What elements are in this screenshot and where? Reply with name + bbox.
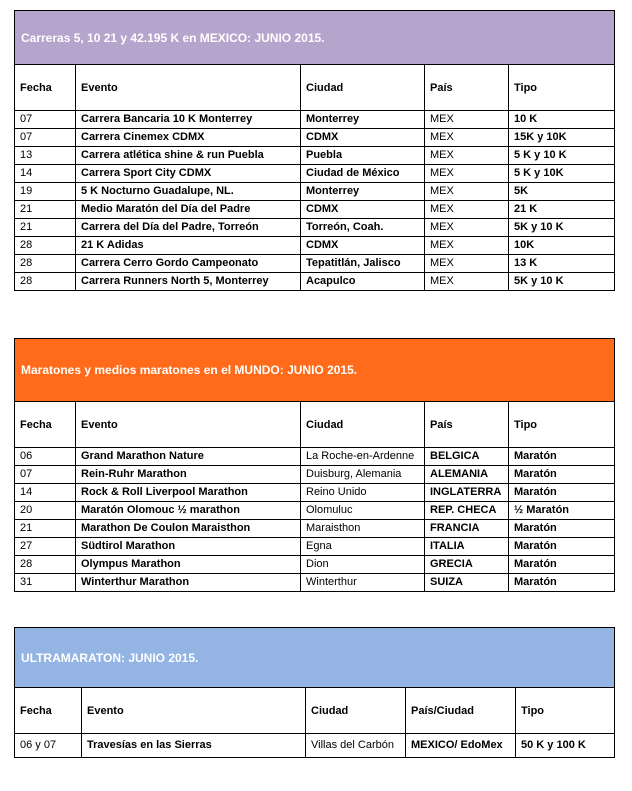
cell-tipo: Maratón [509,538,615,556]
cell-ciudad: La Roche-en-Ardenne [301,448,425,466]
cell-evento: Olympus Marathon [76,556,301,574]
cell-fecha: 27 [15,538,76,556]
table-row [15,147,615,165]
cell-tipo: 10K [509,237,615,255]
cell-ciudad: Tepatitlán, Jalisco [301,255,425,273]
cell-evento: Grand Marathon Nature [76,448,301,466]
cell-pais: MEXICO/ EdoMex [406,734,516,758]
table-row [15,448,615,466]
cell-pais: SUIZA [425,574,509,592]
table-header-row [15,65,615,111]
cell-evento: Medio Maratón del Día del Padre [76,201,301,219]
cell-pais: MEX [425,201,509,219]
cell-tipo: 5K [509,183,615,201]
cell-tipo: 13 K [509,255,615,273]
cell-evento: 5 K Nocturno Guadalupe, NL. [76,183,301,201]
cell-ciudad: Monterrey [301,111,425,129]
table-row [15,734,615,758]
cell-evento: Carrera atlética shine & run Puebla [76,147,301,165]
cell-pais: MEX [425,237,509,255]
cell-fecha: 06 [15,448,76,466]
cell-pais: GRECIA [425,556,509,574]
cell-fecha: 14 [15,165,76,183]
cell-fecha: 14 [15,484,76,502]
cell-evento: Rock & Roll Liverpool Marathon [76,484,301,502]
cell-tipo: Maratón [509,448,615,466]
table-row [15,237,615,255]
cell-ciudad: Monterrey [301,183,425,201]
cell-pais: MEX [425,255,509,273]
cell-ciudad: Puebla [301,147,425,165]
cell-pais: MEX [425,111,509,129]
cell-tipo: 50 K y 100 K [516,734,615,758]
cell-ciudad: Dion [301,556,425,574]
table-banner [15,339,615,402]
cell-pais: BELGICA [425,448,509,466]
cell-fecha: 19 [15,183,76,201]
table-row [15,574,615,592]
cell-tipo: Maratón [509,520,615,538]
cell-ciudad: Villas del Carbón [306,734,406,758]
cell-ciudad: Acapulco [301,273,425,291]
cell-tipo: 5 K y 10 K [509,147,615,165]
cell-ciudad: CDMX [301,237,425,255]
header-fecha: Fecha [15,65,76,111]
cell-pais: MEX [425,219,509,237]
cell-ciudad: Maraisthon [301,520,425,538]
header-pais: País [425,65,509,111]
cell-ciudad: CDMX [301,201,425,219]
table-title: Maratones y medios maratones en el MUNDO: JUNIO 2015. [15,339,615,402]
cell-fecha: 07 [15,129,76,147]
cell-ciudad: Olomuluc [301,502,425,520]
table-carreras-mexico [14,10,615,291]
cell-evento: Carrera del Día del Padre, Torreón [76,219,301,237]
cell-tipo: Maratón [509,484,615,502]
cell-fecha: 06 y 07 [15,734,82,758]
cell-pais: FRANCIA [425,520,509,538]
table-row [15,183,615,201]
table-row [15,165,615,183]
table-header-row [15,688,615,734]
table-header-row [15,402,615,448]
cell-pais: MEX [425,273,509,291]
header-evento: Evento [76,65,301,111]
cell-fecha: 07 [15,466,76,484]
cell-tipo: 10 K [509,111,615,129]
table-row [15,466,615,484]
cell-evento: Rein-Ruhr Marathon [76,466,301,484]
table-title: Carreras 5, 10 21 y 42.195 K en MEXICO: JUNIO 2015. [15,11,615,65]
cell-evento: Winterthur Marathon [76,574,301,592]
cell-pais: INGLATERRA [425,484,509,502]
cell-tipo: 21 K [509,201,615,219]
table-row [15,219,615,237]
cell-evento: Carrera Runners North 5, Monterrey [76,273,301,291]
cell-fecha: 21 [15,520,76,538]
cell-tipo: 15K y 10K [509,129,615,147]
table-ultramaraton [14,627,615,758]
table-row [15,129,615,147]
header-evento: Evento [82,688,306,734]
table-row [15,520,615,538]
cell-tipo: 5K y 10 K [509,273,615,291]
cell-evento: Marathon De Coulon Maraisthon [76,520,301,538]
header-ciudad: Ciudad [301,65,425,111]
table-row [15,111,615,129]
table-row [15,484,615,502]
cell-evento: Carrera Cinemex CDMX [76,129,301,147]
table-row [15,273,615,291]
table-row [15,255,615,273]
cell-pais: ALEMANIA [425,466,509,484]
header-fecha: Fecha [15,402,76,448]
header-pais: País [425,402,509,448]
header-tipo: Tipo [509,65,615,111]
cell-fecha: 20 [15,502,76,520]
cell-tipo: 5 K y 10K [509,165,615,183]
cell-ciudad: Winterthur [301,574,425,592]
cell-ciudad: Duisburg, Alemania [301,466,425,484]
cell-fecha: 07 [15,111,76,129]
table-row [15,502,615,520]
cell-pais: MEX [425,129,509,147]
cell-tipo: Maratón [509,556,615,574]
cell-fecha: 28 [15,556,76,574]
cell-fecha: 21 [15,219,76,237]
header-ciudad: Ciudad [301,402,425,448]
cell-fecha: 21 [15,201,76,219]
cell-fecha: 28 [15,237,76,255]
cell-tipo: Maratón [509,574,615,592]
cell-fecha: 13 [15,147,76,165]
cell-pais: MEX [425,165,509,183]
header-fecha: Fecha [15,688,82,734]
cell-pais: REP. CHECA [425,502,509,520]
table-maratones-mundo [14,338,615,592]
cell-evento: Travesías en las Sierras [82,734,306,758]
cell-evento: 21 K Adidas [76,237,301,255]
header-tipo: Tipo [509,402,615,448]
cell-evento: Carrera Cerro Gordo Campeonato [76,255,301,273]
cell-fecha: 28 [15,273,76,291]
cell-tipo: ½ Maratón [509,502,615,520]
cell-fecha: 31 [15,574,76,592]
cell-tipo: 5K y 10 K [509,219,615,237]
cell-pais: MEX [425,147,509,165]
table-banner [15,11,615,65]
table-title: ULTRAMARATON: JUNIO 2015. [15,628,615,688]
header-tipo: Tipo [516,688,615,734]
cell-fecha: 28 [15,255,76,273]
table-banner [15,628,615,688]
cell-evento: Carrera Bancaria 10 K Monterrey [76,111,301,129]
table-row [15,556,615,574]
table-row [15,538,615,556]
cell-ciudad: CDMX [301,129,425,147]
cell-ciudad: Ciudad de México [301,165,425,183]
cell-tipo: Maratón [509,466,615,484]
cell-ciudad: Reino Unido [301,484,425,502]
cell-evento: Maratón Olomouc ½ marathon [76,502,301,520]
cell-evento: Carrera Sport City CDMX [76,165,301,183]
header-ciudad: Ciudad [306,688,406,734]
table-row [15,201,615,219]
cell-pais: ITALIA [425,538,509,556]
header-evento: Evento [76,402,301,448]
cell-pais: MEX [425,183,509,201]
cell-evento: Südtirol Marathon [76,538,301,556]
cell-ciudad: Torreón, Coah. [301,219,425,237]
cell-ciudad: Egna [301,538,425,556]
header-pais: País/Ciudad [406,688,516,734]
